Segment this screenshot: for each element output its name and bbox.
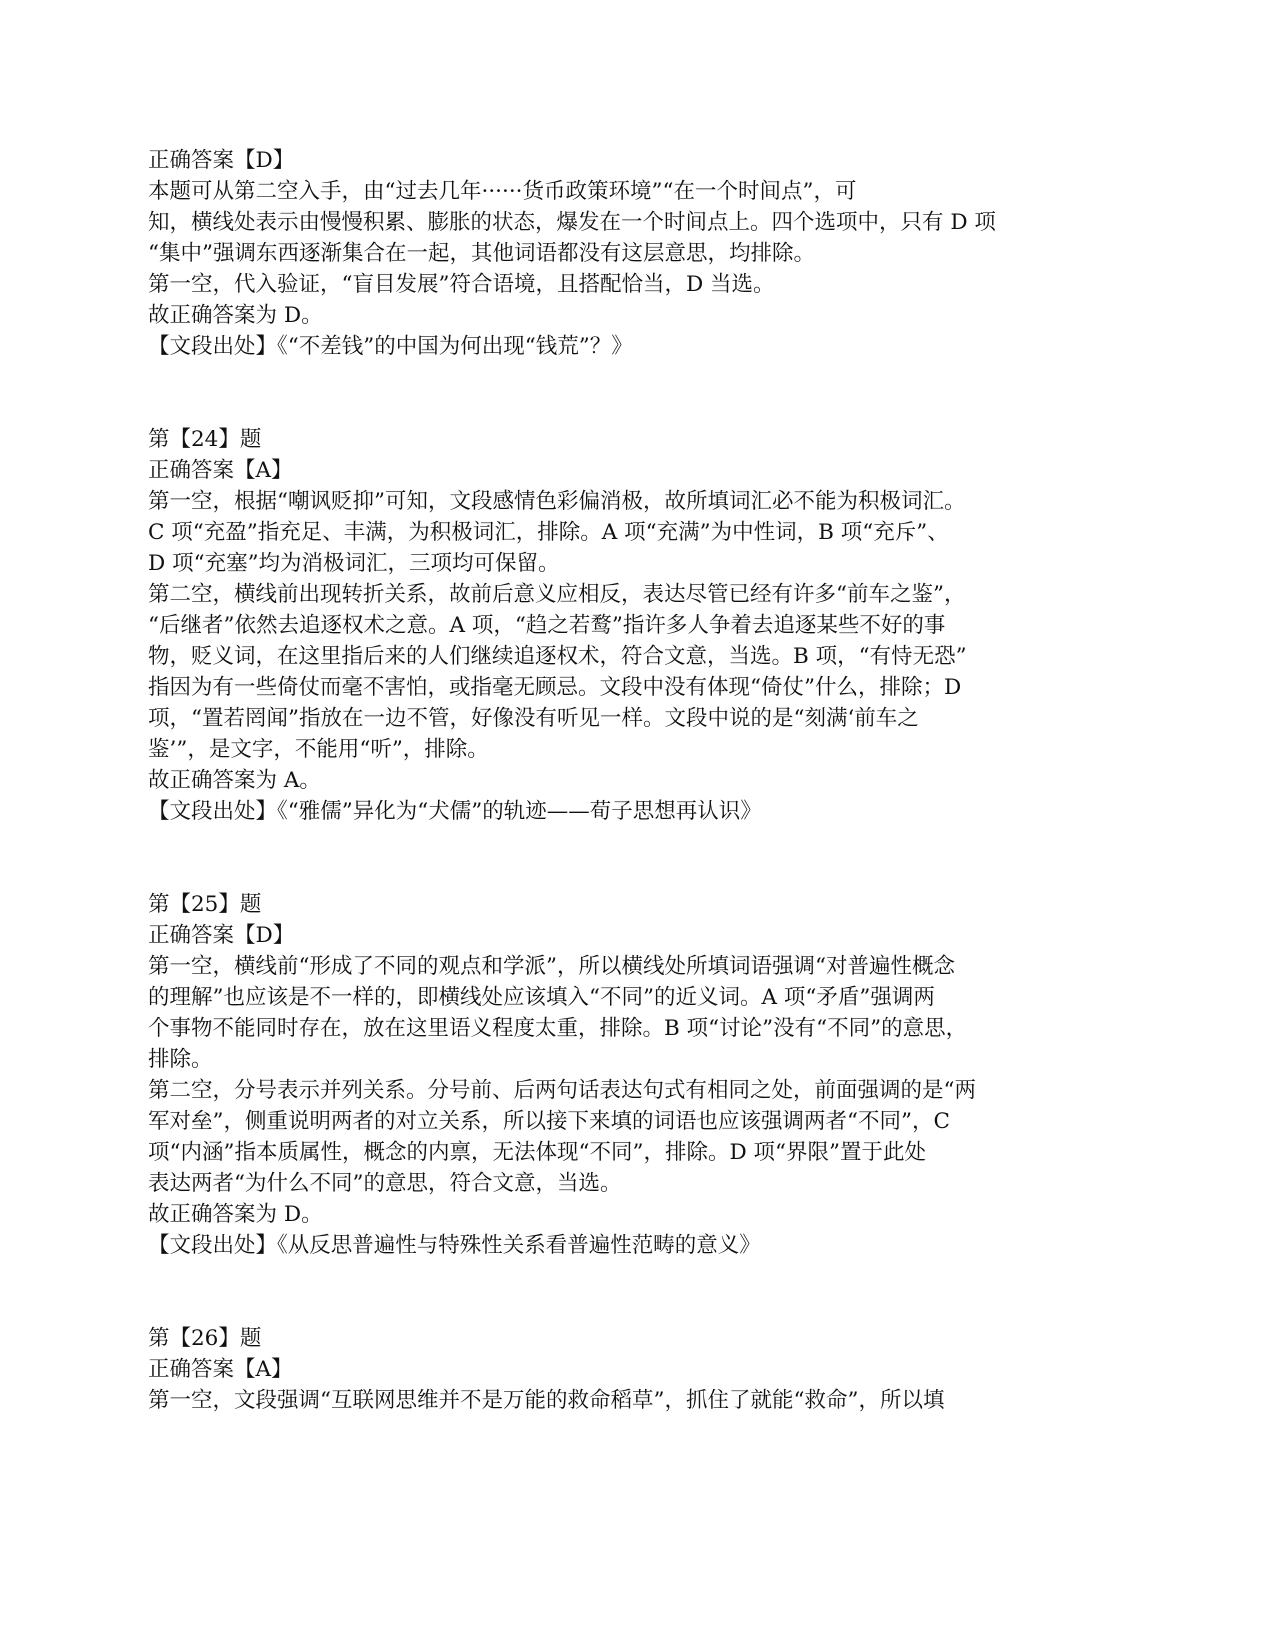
document-page bbox=[148, 145, 1088, 1416]
correct-answer: 正确答案【A】 bbox=[148, 458, 293, 483]
explanation-line: 表达两者“为什么不同”的意思，符合文意，当选。 bbox=[148, 1171, 622, 1196]
explanation-line: 本题可从第二空入手，由“过去几年······货币政策环境”“在一个时间点”，可 bbox=[148, 179, 857, 204]
question-section-23-continued bbox=[148, 145, 1088, 362]
explanation-line: 鉴’”，是文字，不能用“听”，排除。 bbox=[148, 737, 489, 762]
explanation-line: 指因为有一些倚仗而毫不害怕，或指毫无顾忌。文段中没有体现“倚仗”什么，排除；D bbox=[148, 675, 962, 700]
explanation-line: 排除。 bbox=[148, 1047, 213, 1072]
explanation-line: 项，“置若罔闻”指放在一边不管，好像没有听见一样。文段中说的是“刻满‘前车之 bbox=[148, 706, 919, 731]
source-citation: 【文段出处】《从反思普遍性与特殊性关系看普遍性范畴的意义》 bbox=[148, 1233, 761, 1258]
question-section-24 bbox=[148, 424, 1088, 827]
explanation-line: D 项“充塞”均为消极词汇，三项均可保留。 bbox=[148, 551, 560, 576]
explanation-line: 第二空，横线前出现转折关系，故前后意义应相反，表达尽管已经有许多“前车之鉴”， bbox=[148, 582, 966, 607]
explanation-line: 项“内涵”指本质属性，概念的内禀，无法体现“不同”，排除。D 项“界限”置于此处 bbox=[148, 1140, 927, 1165]
correct-answer: 正确答案【A】 bbox=[148, 1357, 293, 1382]
question-section-26 bbox=[148, 1323, 1088, 1416]
question-heading: 第【24】题 bbox=[148, 427, 262, 452]
explanation-line: 个事物不能同时存在，放在这里语义程度太重，排除。B 项“讨论”没有“不同”的意思， bbox=[148, 1016, 968, 1041]
final-answer-line: 故正确答案为 D。 bbox=[148, 303, 323, 328]
explanation-line: 第一空，文段强调“互联网思维并不是万能的救命稻草”，抓住了就能“救命”，所以填 bbox=[148, 1388, 945, 1413]
final-answer-line: 故正确答案为 D。 bbox=[148, 1202, 323, 1227]
explanation-line: C 项“充盈”指充足、丰满，为积极词汇，排除。A 项“充满”为中性词，B 项“充斥”、 bbox=[148, 520, 949, 545]
question-section-25 bbox=[148, 889, 1088, 1261]
correct-answer: 正确答案【D】 bbox=[148, 148, 295, 173]
explanation-line: 第一空，根据“嘲讽贬抑”可知，文段感情色彩偏消极，故所填词汇必不能为积极词汇。 bbox=[148, 489, 966, 514]
explanation-line: 的理解”也应该是不一样的，即横线处应该填入“不同”的近义词。A 项“矛盾”强调两 bbox=[148, 985, 935, 1010]
explanation-line: “后继者”依然去追逐权术之意。A 项，“趋之若鹜”指许多人争着去追逐某些不好的事 bbox=[148, 613, 946, 638]
explanation-line: 物，贬义词，在这里指后来的人们继续追逐权术，符合文意，当选。B 项，“有恃无恐” bbox=[148, 644, 967, 669]
section-spacer bbox=[148, 1261, 1088, 1323]
source-citation: 【文段出处】《“雅儒”异化为“犬儒”的轨迹——荀子思想再认识》 bbox=[148, 799, 762, 824]
question-heading: 第【26】题 bbox=[148, 1326, 262, 1351]
source-citation: 【文段出处】《“不差钱”的中国为何出现“钱荒”？》 bbox=[148, 334, 633, 359]
explanation-line: 第一空，代入验证，“盲目发展”符合语境，且搭配恰当，D 当选。 bbox=[148, 272, 775, 297]
explanation-line: 第二空，分号表示并列关系。分号前、后两句话表达句式有相同之处，前面强调的是“两 bbox=[148, 1078, 976, 1103]
explanation-line: 军对垒”，侧重说明两者的对立关系，所以接下来填的词语也应该强调两者“不同”，C bbox=[148, 1109, 950, 1134]
explanation-line: “集中”强调东西逐渐集合在一起，其他词语都没有这层意思，均排除。 bbox=[148, 241, 815, 266]
section-spacer bbox=[148, 362, 1088, 424]
section-spacer bbox=[148, 827, 1088, 889]
question-heading: 第【25】题 bbox=[148, 892, 262, 917]
explanation-line: 第一空，横线前“形成了不同的观点和学派”，所以横线处所填词语强调“对普遍性概念 bbox=[148, 954, 955, 979]
final-answer-line: 故正确答案为 A。 bbox=[148, 768, 321, 793]
correct-answer: 正确答案【D】 bbox=[148, 923, 295, 948]
explanation-line: 知，横线处表示由慢慢积累、膨胀的状态，爆发在一个时间点上。四个选项中，只有 D 项 bbox=[148, 210, 996, 235]
